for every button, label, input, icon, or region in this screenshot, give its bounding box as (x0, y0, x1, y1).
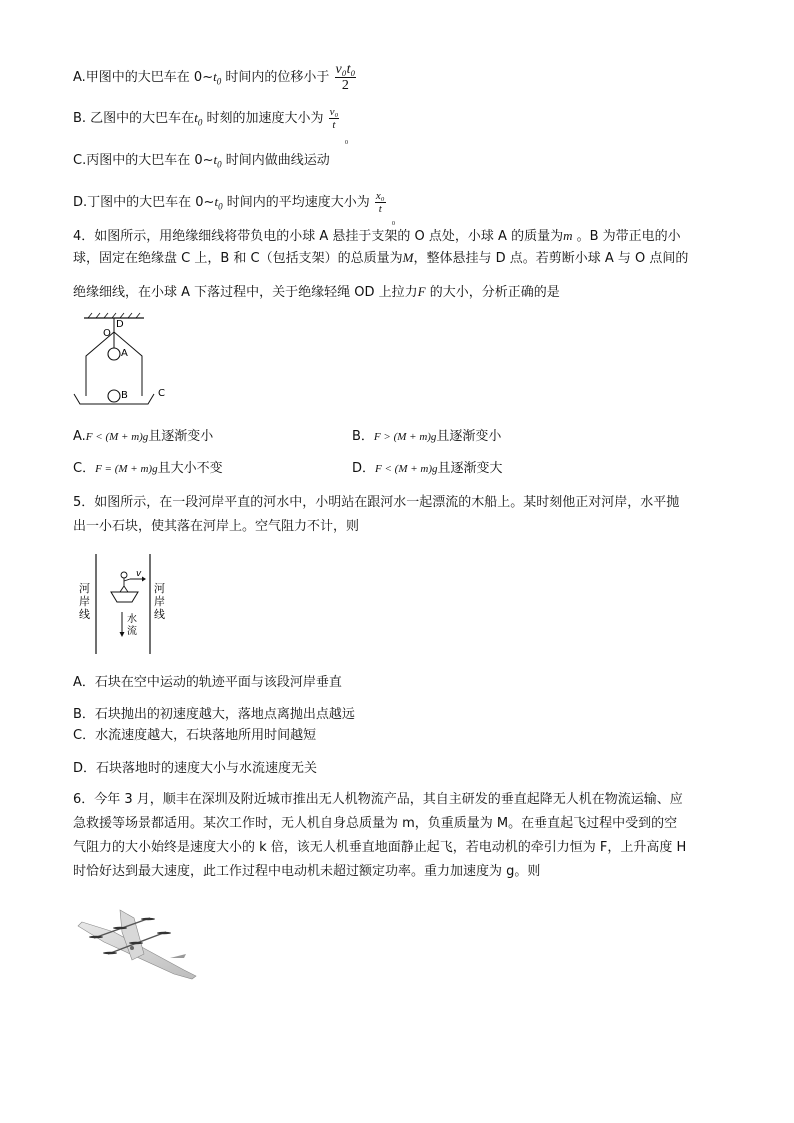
label-d: D (116, 319, 124, 330)
q3-option-c (73, 151, 330, 174)
person-leg (120, 586, 124, 592)
boat (111, 592, 138, 602)
label-o: O (103, 328, 111, 339)
q3-option-c-sub: 0 (217, 159, 222, 170)
q4-force-F: F (417, 284, 426, 299)
drone-fuselage (120, 910, 144, 960)
velocity-arrowhead (142, 577, 146, 582)
q3-option-a (73, 62, 357, 93)
q4-line-1-text-b: 。B 为带正电的小 (572, 229, 681, 244)
drone-camera (130, 946, 134, 950)
fraction-numerator: v₀ (329, 106, 339, 118)
q3-option-b-small-mark: 0 (345, 140, 348, 146)
q5-line-2: 出一小石块，使其落在河岸上。空气阻力不计，则 (73, 519, 360, 534)
option-text: 且大小不变 (157, 461, 223, 476)
q5-line-1: 5．如图所示，在一段河岸平直的河水中，小明站在跟河水一起漂流的木船上。某时刻他正对河岸，水平抛 (73, 495, 680, 510)
q4-line-1 (73, 227, 681, 246)
q4-figure (70, 312, 180, 408)
drone-image (74, 908, 202, 982)
option-prefix: B． (352, 429, 374, 444)
option-text: 且逐渐变大 (437, 461, 503, 476)
q4-line-2 (73, 249, 688, 268)
fraction-numerator: v₀t₀ (335, 62, 356, 77)
person-head (121, 572, 127, 578)
option-formula: F > (M + m)g (373, 431, 437, 443)
q3-option-b-fraction (329, 106, 340, 131)
person-leg (124, 586, 128, 592)
q3-option-d-fraction (375, 190, 386, 215)
q5-option-b: B．石块抛出的初速度越大，落地点离抛出点越远 (73, 707, 355, 722)
q6-line-1: 6．今年 3 月，顺丰在深圳及附近城市推出无人机物流产品，其自主研发的垂直起降无人机在物流运输、应 (73, 792, 683, 807)
q4-line-3 (73, 283, 560, 302)
label-b: B (121, 390, 128, 401)
option-prefix: A. (73, 429, 86, 444)
label-c: C (158, 388, 165, 399)
ball-a (108, 348, 120, 360)
q4-line-3-text: 绝缘细线，在小球 A 下落过程中，关于绝缘轻绳 OD 上拉力 (73, 285, 418, 300)
q6-line-3: 气阻力的大小始终是速度大小的 k 倍，该无人机垂直地面静止起飞，若电动机的牵引力恒为 F，上升高度 H (73, 840, 687, 855)
right-bank-label: 河岸线 (154, 582, 165, 621)
fraction-denominator: t (378, 203, 382, 215)
q3-option-a-text2: 时间内的位移小于 (221, 70, 330, 85)
q3-option-d-small-mark: 0 (392, 221, 395, 227)
q4-line-2-text: 球，固定在绝缘盘 C 上，B 和 C（包括支架）的总质量为 (73, 251, 403, 266)
option-text: 且逐渐变小 (148, 429, 214, 444)
fraction-denominator: t (332, 119, 336, 131)
q3-option-b-sub: 0 (197, 117, 203, 128)
q6-line-2: 急救援等场景都适用。某次工作时，无人机自身总质量为 m，负重质量为 M。在垂直起飞过程中受到的空 (73, 816, 678, 831)
fraction-numerator: x₀ (375, 190, 385, 202)
q5-option-a: A．石块在空中运动的轨迹平面与该段河岸垂直 (73, 675, 342, 690)
q6-line-4: 时恰好达到最大速度，此工作过程中电动机未超过额定功率。重力加速度为 g。则 (73, 864, 541, 879)
q4-option-d (352, 460, 503, 478)
q3-option-d-text: D.丁图中的大巴车在 0~ (73, 195, 215, 210)
q4-option-a (73, 428, 213, 446)
option-prefix: D． (352, 461, 376, 476)
ceiling-hatch (88, 313, 140, 318)
fraction-denominator: 2 (341, 78, 349, 93)
q4-line-1-text: 4．如图所示，用绝缘细线将带负电的小球 A 悬挂于支架的 O 点处，小球 A 的质量为 (73, 229, 564, 244)
ball-b (108, 390, 120, 402)
label-a: A (121, 348, 128, 359)
q3-option-a-fraction (335, 62, 357, 93)
q3-option-a-t0: t (213, 69, 217, 84)
q5-figure (78, 552, 170, 656)
q4-option-c (73, 460, 223, 478)
q4-mass-M: M (402, 250, 414, 265)
q5-option-d: D．石块落地时的速度大小与水流速度无关 (73, 761, 318, 776)
q3-option-b-t0: t (194, 110, 198, 125)
option-text: 且逐渐变小 (436, 429, 502, 444)
flow-arrowhead (120, 632, 125, 637)
option-formula: F < (M + m)g (85, 431, 149, 443)
q4-option-b (352, 428, 501, 446)
left-bank-label: 河岸线 (79, 582, 90, 621)
q3-option-d-sub: 0 (218, 201, 223, 212)
q3-option-c-text2: 时间内做曲线运动 (221, 153, 330, 168)
q3-option-a-sub: 0 (216, 76, 222, 87)
q3-option-c-t0: t (213, 152, 218, 167)
option-formula: F = (M + m)g (95, 463, 158, 475)
q3-option-b-text2: 时刻的加速度大小为 (202, 111, 324, 126)
drone-tail (170, 954, 186, 958)
q3-option-c-text: C.丙图中的大巴车在 0~ (73, 153, 214, 168)
option-formula: F < (M + m)g (375, 463, 438, 475)
q3-option-b (73, 106, 340, 132)
flow-label: 水流 (127, 614, 137, 637)
q4-line-3-text-b: 的大小，分析正确的是 (425, 285, 560, 300)
q3-option-d-t0: t (214, 194, 219, 209)
q5-option-c: C．水流速度越大，石块落地所用时间越短 (73, 728, 317, 743)
q3-option-b-text: B. 乙图中的大巴车在 (73, 111, 195, 126)
q3-option-a-text: A.甲图中的大巴车在 0~ (73, 70, 214, 85)
q3-option-d-text2: 时间内的平均速度大小为 (222, 195, 370, 210)
q4-mass-m: m (563, 228, 573, 243)
person-arm (124, 579, 130, 581)
option-prefix: C． (73, 461, 96, 476)
q4-line-2-text-b: ，整体悬挂与 D 点。若剪断小球 A 与 O 点间的 (413, 251, 689, 266)
q3-option-d (73, 190, 387, 216)
velocity-label: v (136, 569, 142, 579)
